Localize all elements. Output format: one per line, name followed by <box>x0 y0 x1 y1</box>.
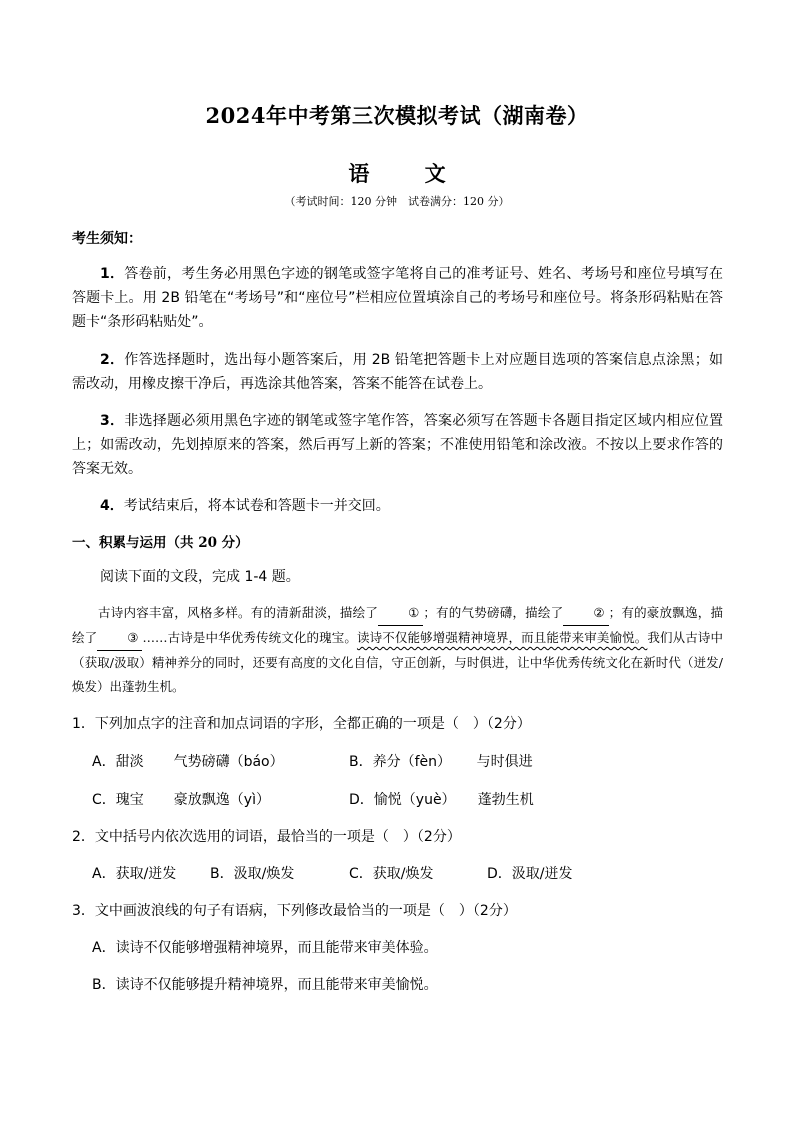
option-label: D． <box>349 792 374 808</box>
blank-1: ① <box>378 601 423 626</box>
option-text: 甜淡 <box>115 754 144 770</box>
notice-item-number: 1． <box>100 266 125 282</box>
blank-2: ② <box>563 601 608 626</box>
passage-text: ；有的豪放飘逸，描绘了 <box>72 605 723 645</box>
option-text: 汲取/焕发 <box>233 866 295 882</box>
option-label: A． <box>92 940 116 956</box>
passage-text: 古诗内容丰富，风格多样。有的清新甜淡，描绘了 <box>98 605 379 620</box>
option-text: 读诗不仅能够增强精神境界，而且能带来审美体验。 <box>115 940 438 956</box>
notice-item-text: 作答选择题时，选出每小题答案后，用 2B 铅笔把答题卡上对应题目选项的答案信息点涂黑；如需改动，用橡皮擦干净后，再选涂其他答案，答案不能答在试卷上。 <box>72 352 723 392</box>
option-text: 瑰宝 <box>115 792 144 808</box>
question-3-stem: 3．文中画波浪线的句子有语病，下列修改最恰当的一项是（ ）（2分） <box>72 903 517 919</box>
option-text: 获取/迸发 <box>115 866 177 882</box>
reading-passage <box>72 601 723 699</box>
passage-text: ；有的气势磅礴，描绘了 <box>423 605 564 620</box>
section-heading: 一、积累与运用（共 20 分） <box>72 535 249 551</box>
option-2c <box>349 863 434 883</box>
option-2b <box>210 863 294 883</box>
option-1b <box>349 751 533 771</box>
option-label: C． <box>349 866 373 882</box>
option-1c <box>92 789 270 809</box>
passage-text: ……古诗是中华优秀传统文化的瑰宝。 <box>142 630 357 645</box>
option-text: 蓬勃生机 <box>477 792 534 808</box>
option-text: 气势磅礴（báo） <box>173 754 284 770</box>
option-3b <box>92 974 438 994</box>
blank-3: ③ <box>97 626 142 651</box>
option-label: D． <box>487 866 512 882</box>
notice-item-4 <box>72 494 723 518</box>
notice-item-1 <box>72 262 723 334</box>
option-label: A． <box>92 866 116 882</box>
option-text: 豪放飘逸（yì） <box>173 792 270 808</box>
option-label: B． <box>210 866 234 882</box>
option-text: 与时俱进 <box>476 754 533 770</box>
subject-title: 语 文 <box>348 161 446 186</box>
notice-item-text: 答卷前，考生务必用黑色字迹的钢笔或签字笔将自己的准考证号、姓名、考场号和座位号填写在答题卡上。用 2B 铅笔在“考场号”和“座位号”栏相应位置填涂自己的考场号和座位号。将条形码粘贴在答题卡“条形码粘贴处”。 <box>72 266 723 330</box>
question-1-stem: 1．下列加点字的注音和加点词语的字形，全都正确的一项是（ ）（2分） <box>72 716 531 732</box>
option-text: 愉悦（yuè） <box>373 792 456 808</box>
notice-item-3 <box>72 409 723 481</box>
option-2a <box>92 863 176 883</box>
option-label: A． <box>92 754 116 770</box>
notice-item-number: 4． <box>100 498 124 514</box>
option-1d <box>349 789 534 809</box>
notice-item-number: 2． <box>100 352 125 368</box>
option-2d <box>487 863 573 883</box>
section-instruction: 阅读下面的文段，完成 1-4 题。 <box>100 569 300 585</box>
notice-heading: 考生须知： <box>72 231 142 247</box>
passage-text: 我们从古诗中（获取/汲取）精神养分的同时，还要有高度的文化自信，守正创新，与时俱进，让中华优秀传统文化在新时代（迸发/焕发）出蓬勃生机。 <box>72 630 723 694</box>
option-label: B． <box>92 977 116 993</box>
notice-item-text: 考试结束后，将本试卷和答题卡一并交回。 <box>123 498 390 514</box>
wavy-underlined-sentence: 读诗不仅能够增强精神境界，而且能带来审美愉悦。 <box>356 630 648 645</box>
option-text: 获取/焕发 <box>372 866 434 882</box>
notice-item-2 <box>72 348 723 396</box>
notice-item-text: 非选择题必须用黑色字迹的钢笔或签字笔作答，答案必须写在答题卡各题目指定区域内相应位置上；如需改动，先划掉原来的答案，然后再写上新的答案；不准使用铅笔和涂改液。不按以上要求作答的答案无效。 <box>72 413 723 477</box>
option-3a <box>92 937 438 957</box>
option-text: 汲取/迸发 <box>511 866 573 882</box>
page-title: 2024年中考第三次模拟考试（湖南卷） <box>205 103 589 128</box>
option-label: B． <box>349 754 373 770</box>
exam-info: （考试时间：120 分钟 试卷满分：120 分） <box>284 195 510 208</box>
option-text: 养分（fèn） <box>372 754 452 770</box>
option-1a <box>92 751 284 771</box>
notice-item-number: 3． <box>100 413 125 429</box>
option-text: 读诗不仅能够提升精神境界，而且能带来审美愉悦。 <box>115 977 438 993</box>
option-label: C． <box>92 792 116 808</box>
question-2-stem: 2．文中括号内依次选用的词语，最恰当的一项是（ ）（2分） <box>72 829 461 845</box>
